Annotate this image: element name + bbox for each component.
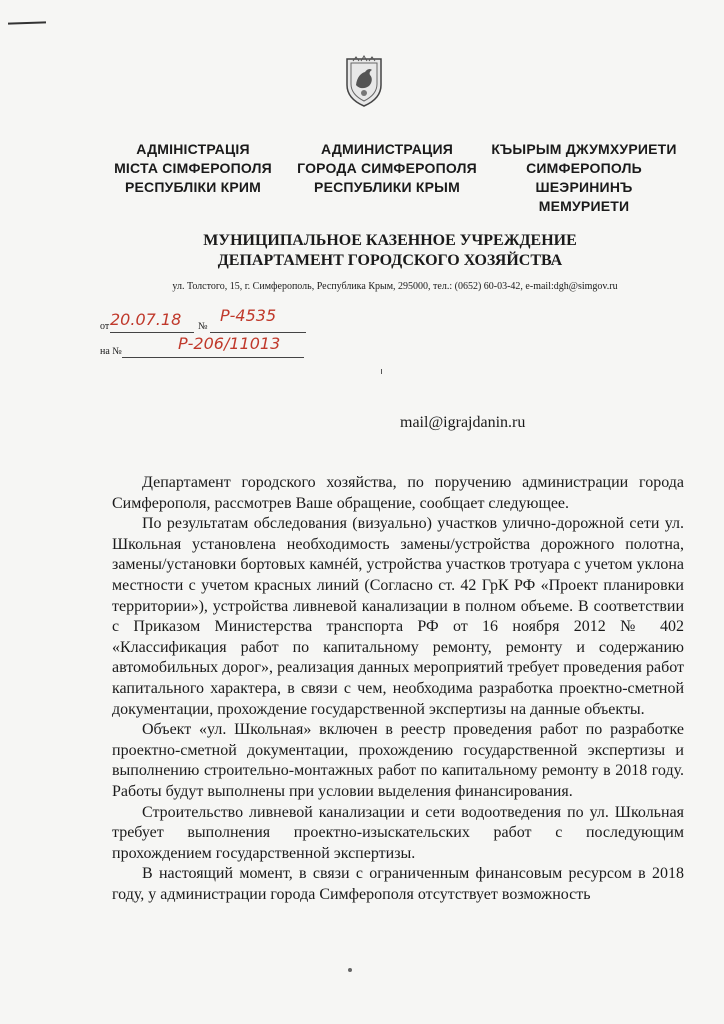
from-label: от — [100, 321, 110, 332]
header-crimean-tatar — [479, 140, 689, 216]
recipient-email: mail@igrajdanin.ru — [400, 414, 526, 431]
handwritten-ref-number: Р-206/11013 — [178, 334, 281, 353]
header-line: ШЕЭРИНИНЪ — [535, 179, 633, 195]
ref-label: на № — [100, 346, 122, 357]
crimea-coat-of-arms-icon — [343, 55, 385, 107]
registration-block — [100, 306, 330, 368]
organization-line: ДЕПАРТАМЕНТ ГОРОДСКОГО ХОЗЯЙСТВА — [217, 252, 563, 269]
header-line: АДМИНИСТРАЦИЯ — [321, 141, 453, 157]
number-label: № — [198, 321, 208, 332]
body-paragraph: Объект «ул. Школьная» включен в реестр проведения работ по разработке проектно-сметной документации, прохождению государственной экспертизы и выполнению строительно-монтажных работ по капитальному ремонту в 2018 году. Работы будут выполнены при условии выделения финансирования. — [112, 721, 684, 800]
header-line: СИМФЕРОПОЛЬ — [526, 160, 642, 176]
header-ukrainian — [88, 140, 298, 197]
handwritten-date: 20.07.18 — [110, 310, 182, 329]
scan-tick-mark — [381, 369, 382, 374]
header-line: РЕСПУБЛІКИ КРИМ — [124, 179, 262, 195]
organization-name — [100, 231, 680, 271]
header-line: МЕМУРИЕТИ — [538, 198, 630, 214]
header-russian — [282, 140, 492, 197]
corner-scan-mark — [8, 21, 46, 24]
header-line: АДМІНІСТРАЦІЯ — [136, 141, 250, 157]
body-paragraph: Строительство ливневой канализации и сети водоотведения по ул. Школьная требует выполнения проектно-изыскательских работ с последующим прохождением государственной экспертизы. — [112, 803, 684, 862]
scan-dot — [348, 968, 352, 972]
organization-address: ул. Толстого, 15, г. Симферополь, Республика Крым, 295000, тел.: (0652) 60-03-42, e-mail:dgh@simgov.ru — [172, 281, 618, 292]
header-line: МІСТА СІМФЕРОПОЛЯ — [114, 160, 272, 176]
body-paragraph: В настоящий момент, в связи с ограниченным финансовым ресурсом в 2018 году, у администрации города Симферополя отсутствует возможность — [112, 865, 684, 903]
handwritten-number: Р-4535 — [220, 306, 277, 325]
header-line: КЪЫРЫМ ДЖУМХУРИЕТИ — [491, 141, 677, 157]
header-line: ГОРОДА СИМФЕРОПОЛЯ — [297, 160, 477, 176]
body-paragraph: Департамент городского хозяйства, по поручению администрации города Симферополя, рассмотрев Ваше обращение, сообщает следующее. — [112, 474, 684, 512]
organization-line: МУНИЦИПАЛЬНОЕ КАЗЕННОЕ УЧРЕЖДЕНИЕ — [203, 232, 577, 249]
body-paragraph: По результатам обследования (визуально) участков улично-дорожной сети ул. Школьная установлена необходимость замены/устройства дорожного полотна, замены/установки бортовых камнéй, устройства участков тротуара с учетом уклона местности с учетом красных линий (Согласно ст. 42 ГрК РФ «Проект планировки территории»), устройства ливневой канализации в полном объеме. В соответствии с Приказом Министерства транспорта РФ от 16 ноября 2012 № 402 «Классификация работ по капитальному ремонту, ремонту и содержанию автомобильных дорог», реализация данных мероприятий требует проведения работ капитального характера, в связи с чем, необходима разработка проектно-сметной документации, прохождение государственной экспертизы на данные объекты. — [112, 515, 684, 718]
letter-body — [112, 473, 684, 905]
header-line: РЕСПУБЛИКИ КРЫМ — [314, 179, 460, 195]
